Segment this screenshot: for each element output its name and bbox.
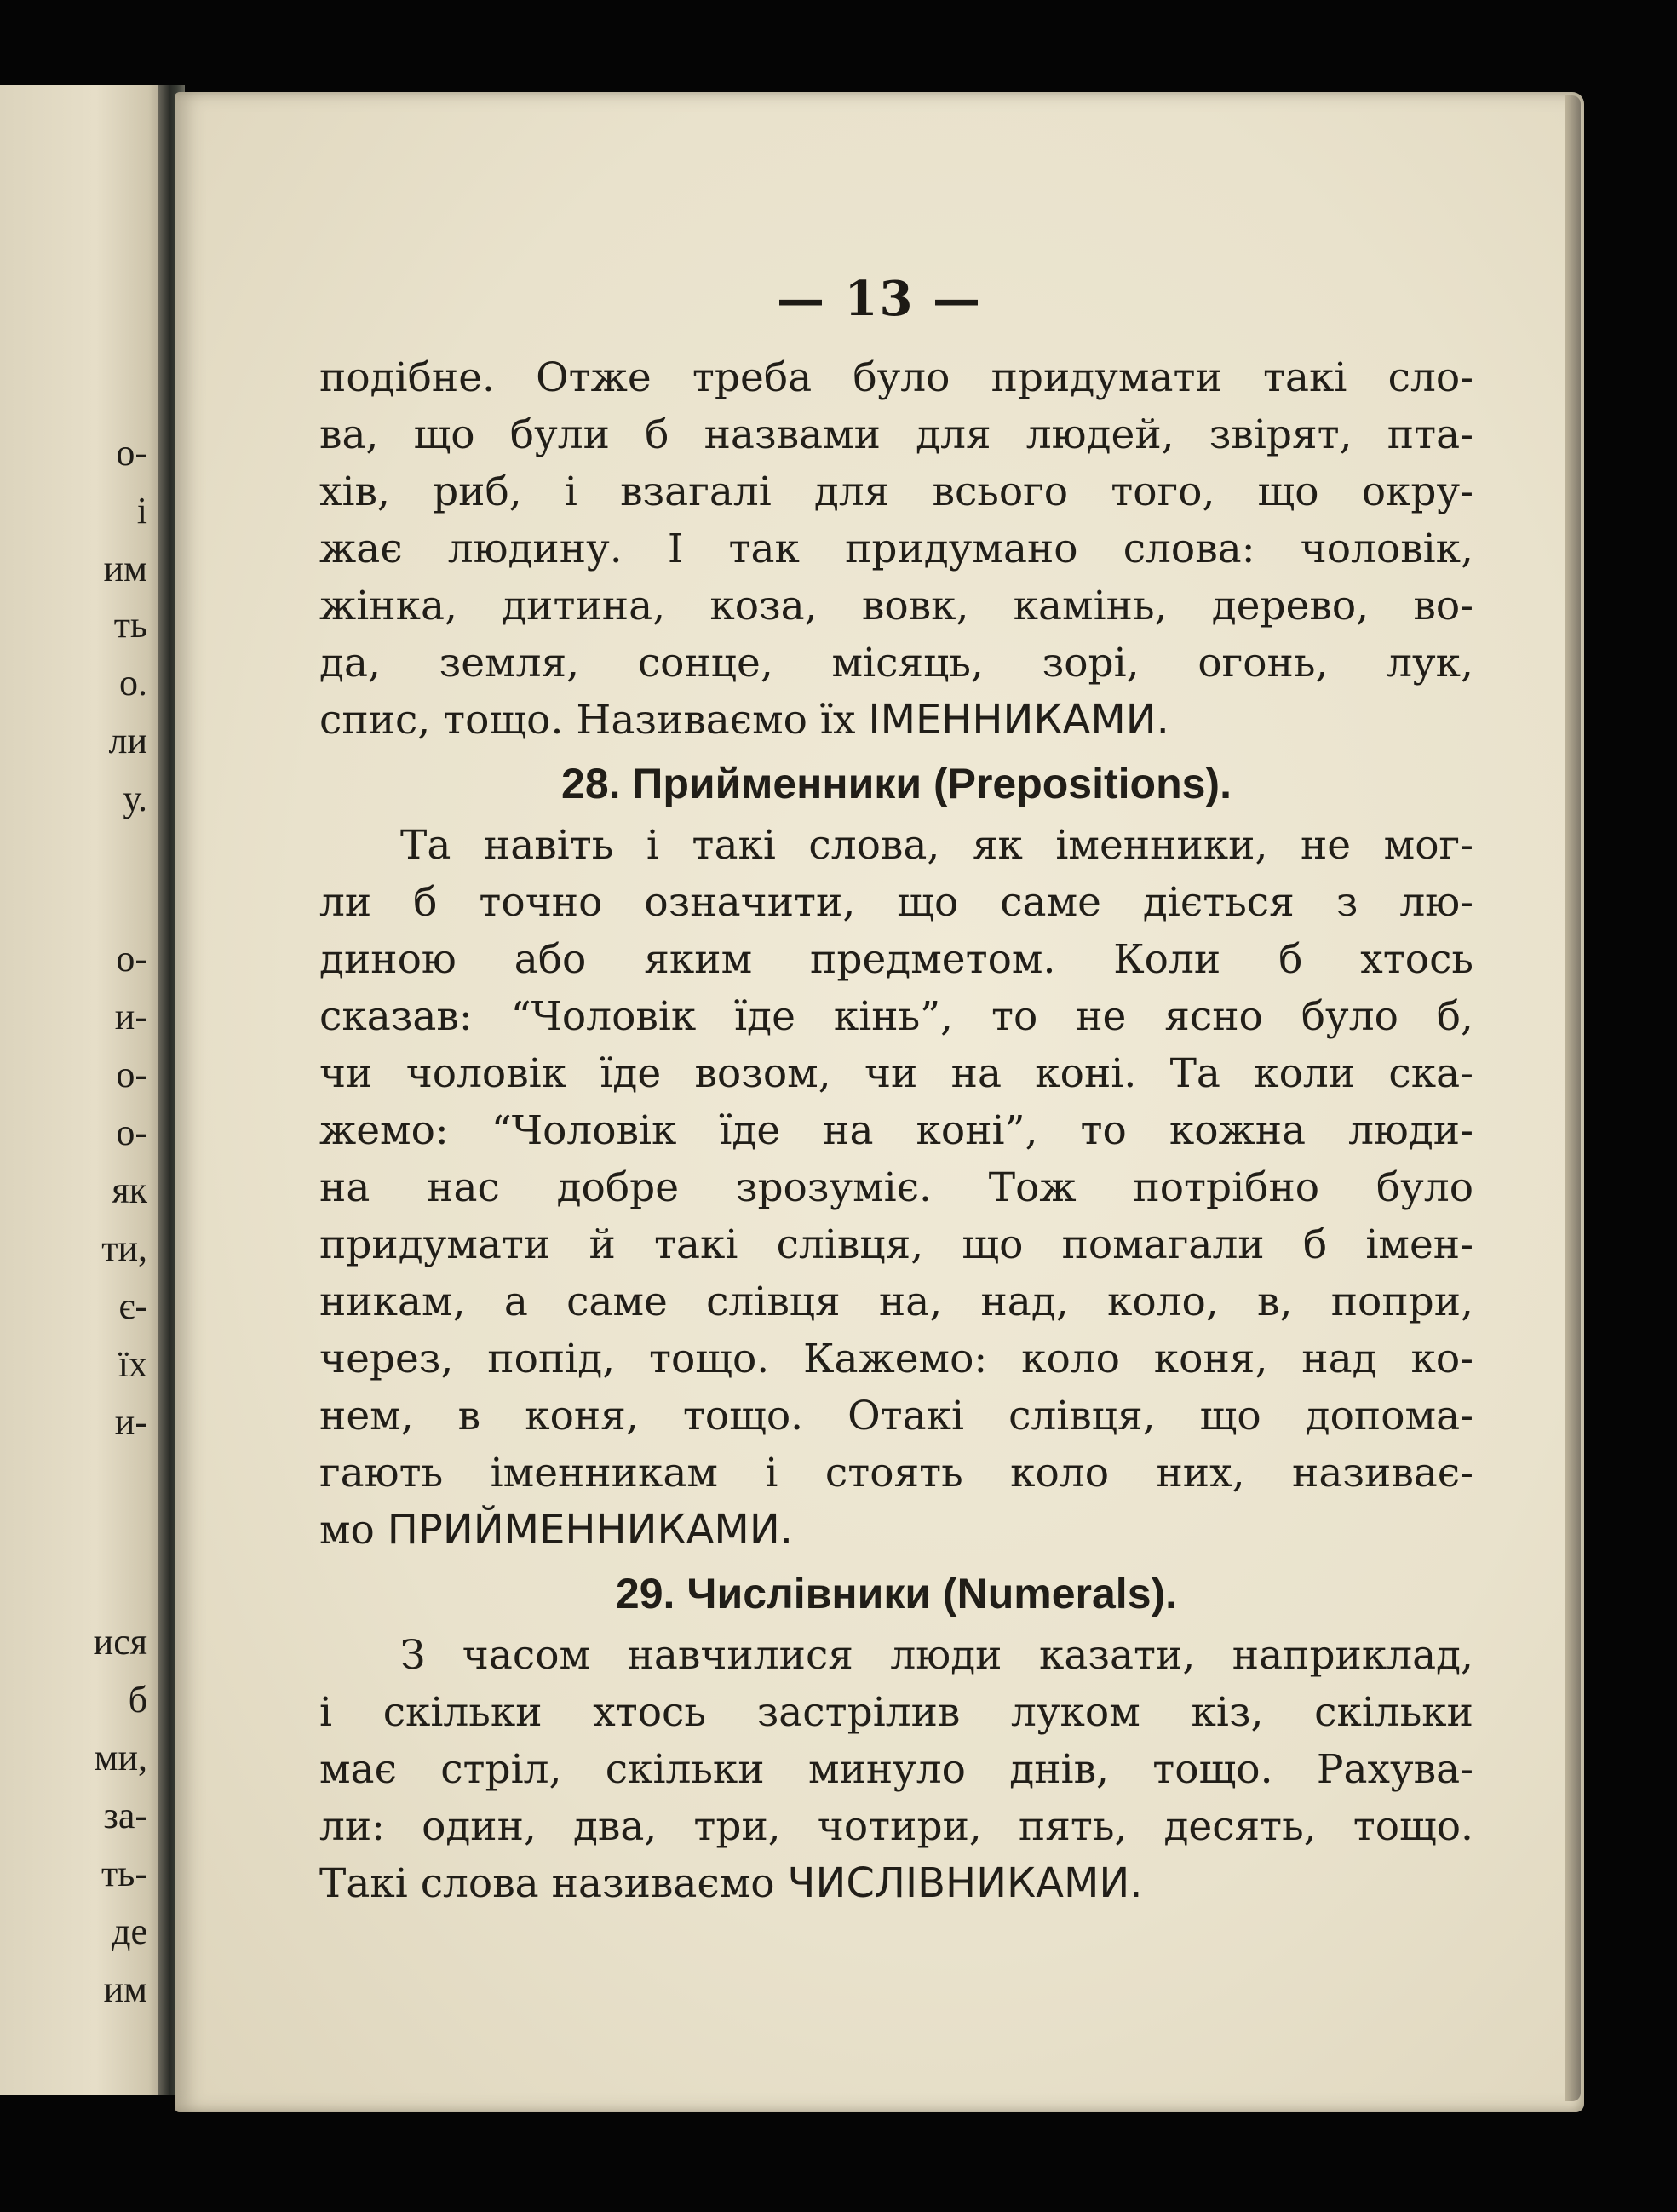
text-line (319, 1855, 1473, 1912)
text-line: ли: один, два, три, чотири, пять, десять, тощо. (319, 1803, 1473, 1850)
text-line: хів, риб, і взагалі для всього того, що окру- (319, 468, 1473, 515)
text-line: да, земля, сонце, місяць, зорі, огонь, лук, (319, 640, 1473, 687)
left-fragment: им (103, 548, 147, 589)
left-fragment: ть- (101, 1853, 147, 1894)
text-fragment: спис, тощо. Називаємо їх (319, 697, 869, 744)
left-fragment: ися (93, 1621, 147, 1663)
text-fragment: мо (319, 1507, 388, 1554)
left-fragment: им (103, 1968, 147, 2010)
text-line: жає людину. І так придумано слова: чоловік, (319, 526, 1473, 572)
text-line: нем, в коня, тощо. Отакі слівця, що допома- (319, 1393, 1473, 1439)
page-number: — 13 — (777, 271, 982, 327)
text-line: З часом навчилися люди казати, наприклад, (400, 1632, 1473, 1679)
text-line: жемо: “Чоловік їде на коні”, то кожна люди- (319, 1107, 1473, 1154)
section-heading-28: 28. Прийменники (Prepositions). (561, 760, 1232, 807)
left-fragment: і (136, 490, 147, 531)
left-fragment: за- (103, 1795, 147, 1836)
text-line: має стріл, скільки минуло днів, тощо. Рахува- (319, 1746, 1473, 1793)
left-fragment: и- (114, 996, 147, 1037)
left-fragment: о- (116, 1112, 147, 1153)
paragraph-prepositions (319, 817, 1473, 1559)
text-fragment: Такі слова називаємо (319, 1860, 788, 1907)
left-fragment: як (112, 1169, 147, 1211)
left-fragment: б (128, 1679, 147, 1721)
left-fragment: о. (119, 662, 147, 704)
text-line: никам, а саме слівця на, над, коло, в, попри, (319, 1278, 1473, 1325)
left-fragment: у. (123, 778, 147, 819)
term-caps: ЧИСЛІВНИКАМИ. (787, 1859, 1143, 1907)
text-line: сказав: “Чоловік їде кінь”, то не ясно було б, (319, 993, 1473, 1040)
text-line: диною або яким предметом. Коли б хтось (319, 936, 1473, 983)
text-line: жінка, дитина, коза, вовк, камінь, дерево, во- (319, 583, 1473, 629)
text-line: гають іменникам і стоять коло них, називає- (319, 1450, 1473, 1497)
text-line (319, 692, 1473, 749)
left-fragment: и- (114, 1401, 147, 1443)
left-fragment: де (112, 1910, 147, 1952)
left-fragment: о- (116, 938, 147, 980)
paragraph-numerals (319, 1627, 1473, 1912)
text-line: і скільки хтось застрілив луком кіз, скільки (319, 1689, 1473, 1736)
text-line: ва, що були б назвами для людей, звірят, пта- (319, 411, 1473, 458)
left-fragment: о- (116, 432, 147, 474)
text-line: через, попід, тощо. Кажемо: коло коня, над ко- (319, 1336, 1473, 1382)
left-fragment: о- (116, 1054, 147, 1095)
left-page (0, 85, 175, 2095)
page-text (319, 349, 1473, 1912)
left-fragment: ть (113, 604, 147, 646)
text-line: ли б точно означити, що саме діється з лю- (319, 879, 1473, 926)
paragraph-intro (319, 349, 1473, 749)
section-heading-29: 29. Числівники (Numerals). (615, 1570, 1178, 1617)
text-line: Та навіть і такі слова, як іменники, не мог- (400, 822, 1473, 869)
term-caps: ІМЕННИКАМИ. (868, 696, 1169, 744)
text-line: чи чоловік їде возом, чи на коні. Та коли ска- (319, 1050, 1473, 1097)
left-fragment: їх (118, 1343, 147, 1385)
right-page (175, 92, 1584, 2112)
page-edge (1565, 95, 1581, 2101)
left-fragment: ти, (101, 1227, 147, 1269)
text-line: придумати й такі слівця, що помагали б імен- (319, 1221, 1473, 1268)
left-fragment: є- (118, 1285, 147, 1327)
left-fragment: ли (108, 720, 147, 761)
text-line: на нас добре зрозуміє. Тож потрібно було (319, 1164, 1473, 1211)
text-line (319, 1502, 1473, 1559)
text-line: подібне. Отже треба було придумати такі сло- (319, 354, 1473, 401)
left-fragment: ми, (94, 1737, 147, 1778)
term-caps: ПРИЙМЕННИКАМИ. (387, 1506, 793, 1554)
